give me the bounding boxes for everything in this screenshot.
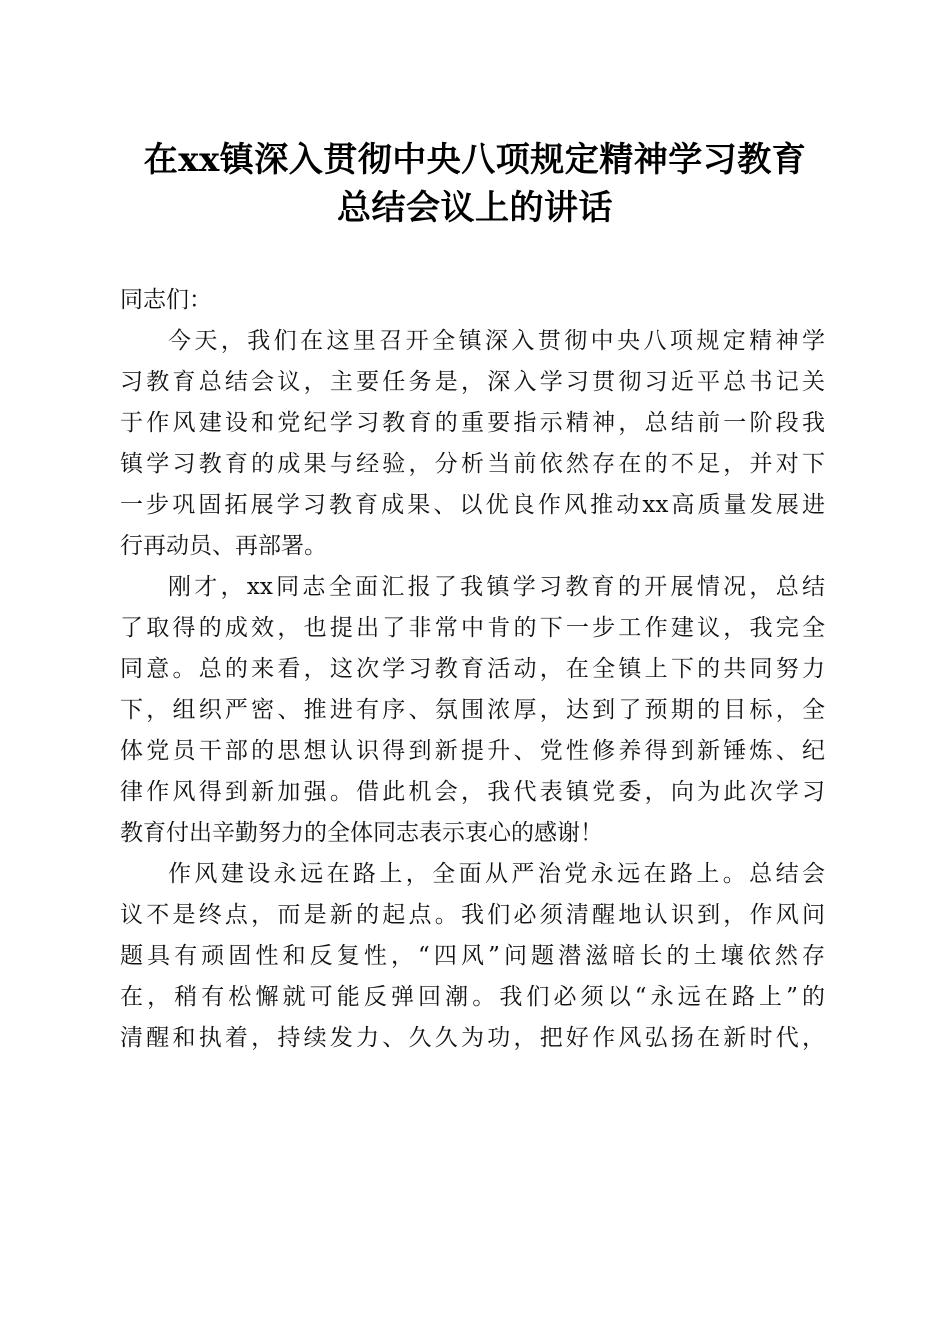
paragraph-line: 习教育总结会议，主要任务是，深入学习贯彻习近平总书记关 — [120, 369, 825, 395]
paragraph-line: 刚才，xx同志全面汇报了我镇学习教育的开展情况，总结 — [168, 574, 825, 600]
paragraph-line: 议不是终点，而是新的起点。我们必须清醒地认识到，作风问 — [120, 902, 825, 928]
paragraph-2 — [120, 567, 825, 854]
paragraph-line: 一步巩固拓展学习教育成果、以优良作风推动xx高质量发展进 — [120, 492, 825, 518]
paragraph-line: 行再动员、再部署。 — [120, 533, 327, 559]
paragraph-line: 教育付出辛勤努力的全体同志表示衷心的感谢！ — [120, 820, 603, 846]
paragraph-line: 于作风建设和党纪学习教育的重要指示精神，总结前一阶段我 — [120, 410, 825, 436]
paragraph-3 — [120, 854, 825, 1059]
document-title — [100, 136, 850, 232]
paragraph-line: 了取得的成效，也提出了非常中肯的下一步工作建议，我完全 — [120, 615, 825, 641]
paragraph-line: 作风建设永远在路上，全面从严治党永远在路上。总结会 — [168, 861, 825, 887]
paragraph-line: 体党员干部的思想认识得到新提升、党性修养得到新锤炼、纪 — [120, 738, 825, 764]
title-line-2: 总结会议上的讲话 — [337, 188, 613, 228]
paragraph-line: 清醒和执着，持续发力、久久为功，把好作风弘扬在新时代， — [120, 1025, 825, 1051]
salutation: 同志们： — [120, 287, 212, 313]
paragraph-line: 在，稍有松懈就可能反弹回潮。我们必须以“永远在路上”的 — [120, 984, 825, 1010]
paragraph-1 — [120, 321, 825, 567]
paragraph-line: 镇学习教育的成果与经验，分析当前依然存在的不足，并对下 — [120, 451, 825, 477]
speech-body — [120, 280, 825, 1059]
title-line-1: 在xx镇深入贯彻中央八项规定精神学习教育 — [143, 140, 807, 180]
paragraph-line: 题具有顽固性和反复性，“四风”问题潜滋暗长的土壤依然存 — [120, 943, 825, 969]
paragraph-line: 同意。总的来看，这次学习教育活动，在全镇上下的共同努力 — [120, 656, 825, 682]
paragraph-line: 律作风得到新加强。借此机会，我代表镇党委，向为此次学习 — [120, 779, 825, 805]
paragraph-line: 今天，我们在这里召开全镇深入贯彻中央八项规定精神学 — [168, 328, 825, 354]
paragraph-line: 下，组织严密、推进有序、氛围浓厚，达到了预期的目标，全 — [120, 697, 825, 723]
